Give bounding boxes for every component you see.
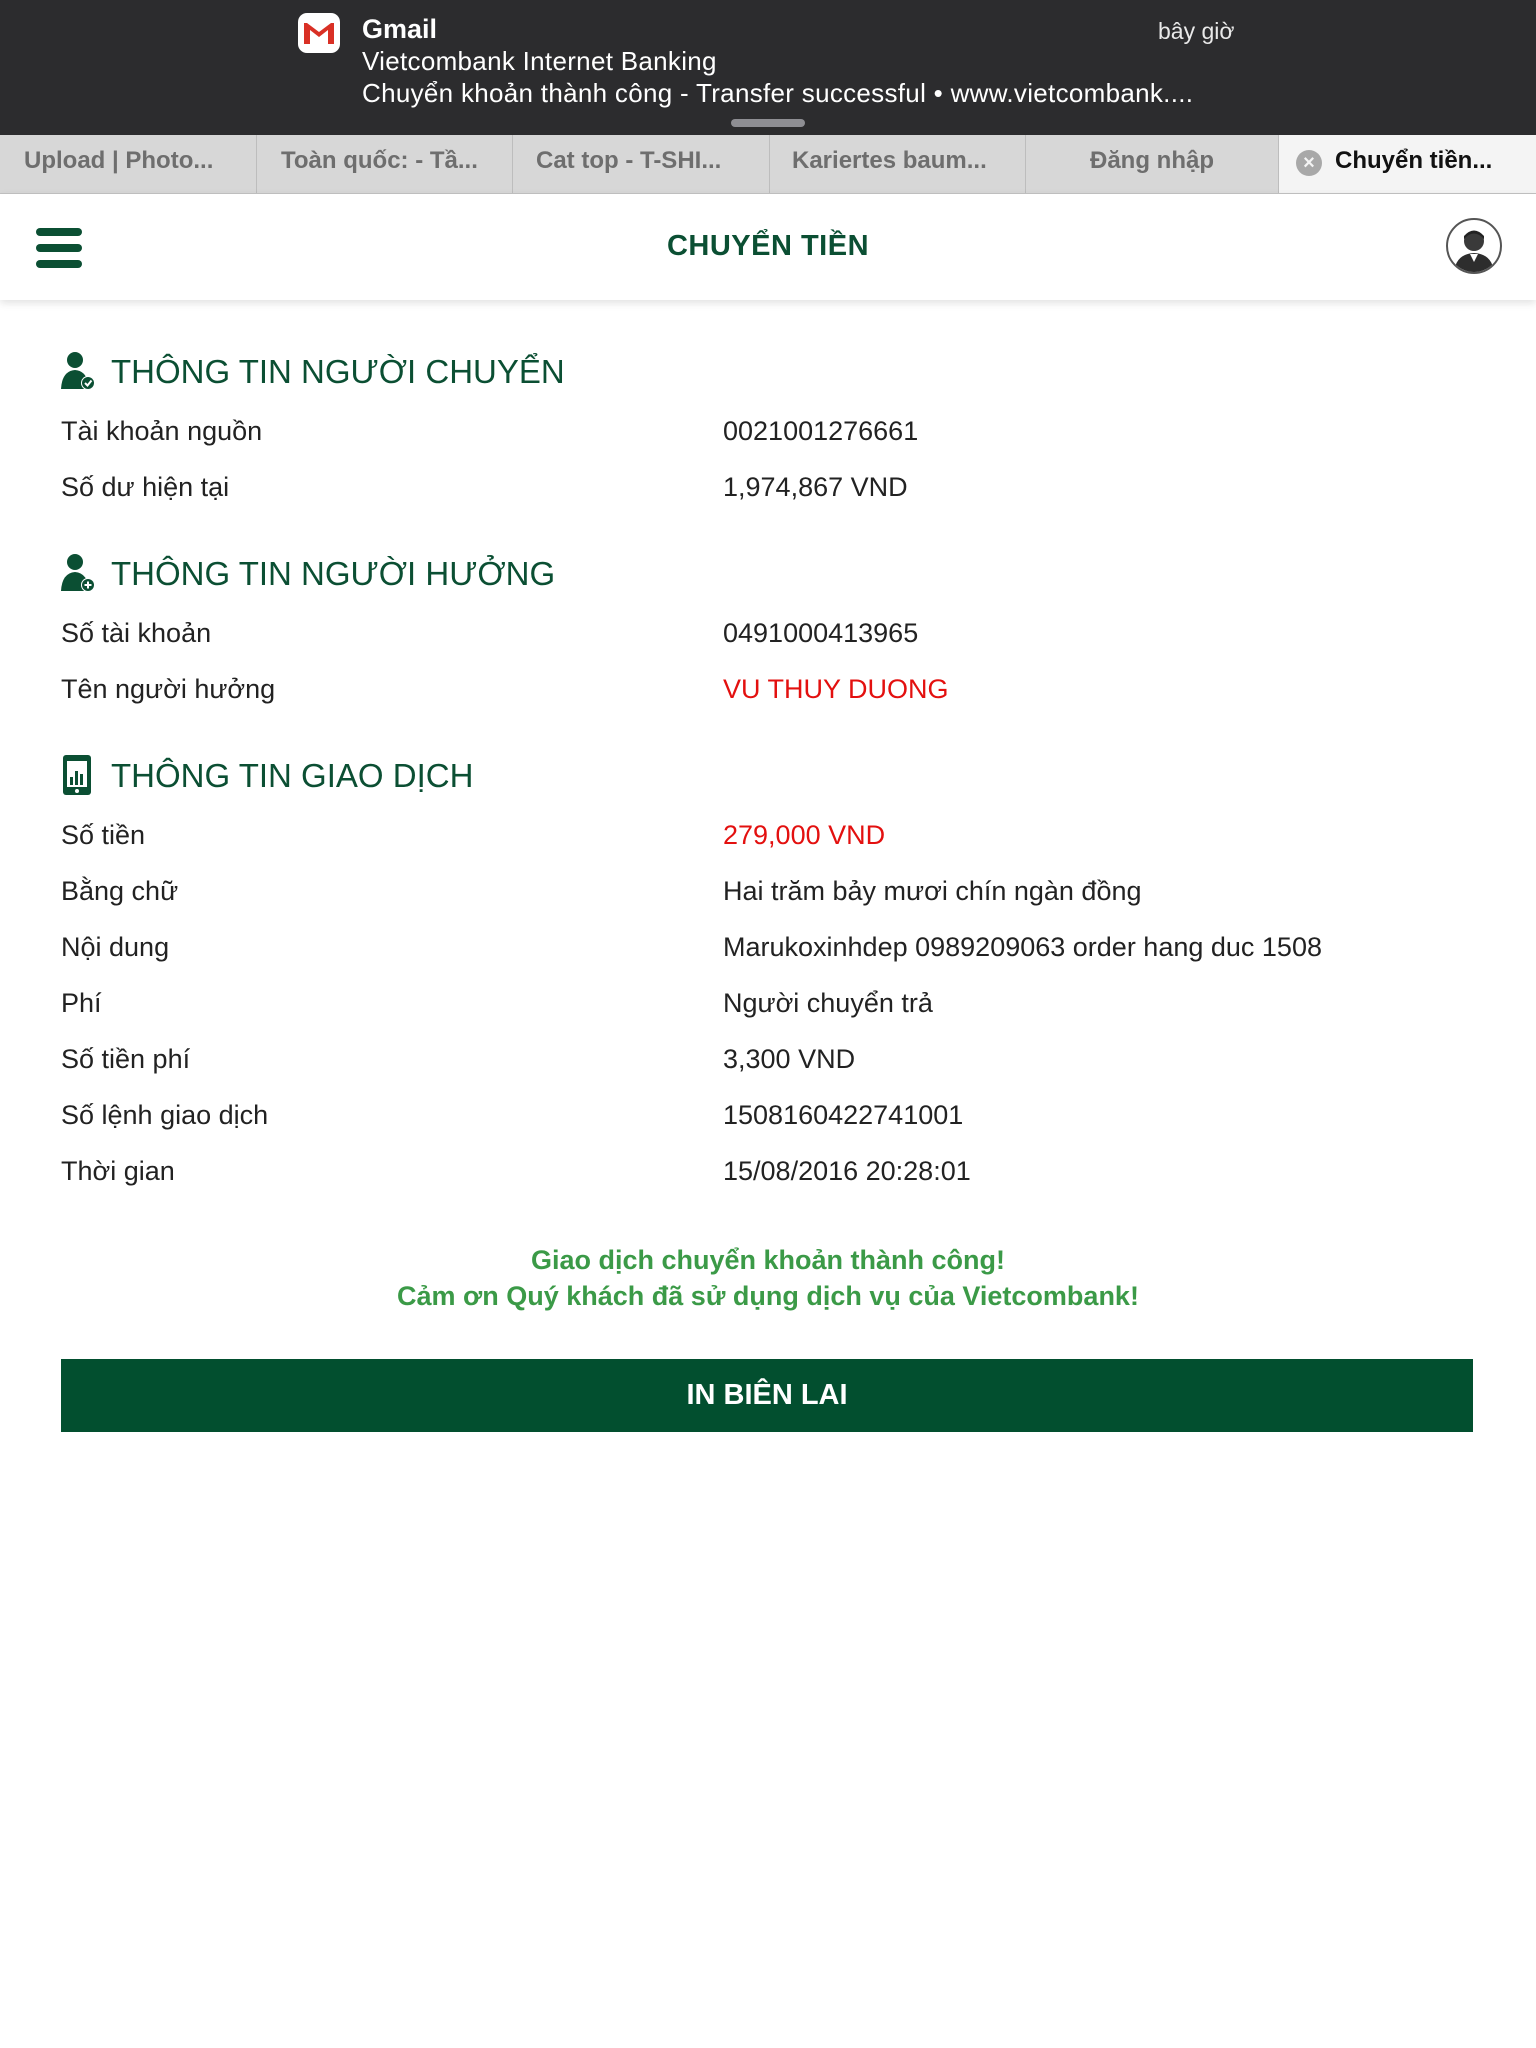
user-avatar-icon[interactable] bbox=[1446, 218, 1502, 274]
notification-time: bây giờ bbox=[1158, 18, 1235, 44]
row-value: 0021001276661 bbox=[723, 416, 919, 446]
info-row bbox=[61, 988, 1481, 1024]
gmail-icon bbox=[298, 13, 340, 53]
row-label: Số tiền bbox=[61, 820, 146, 850]
info-row bbox=[61, 618, 1481, 654]
user-check-icon bbox=[60, 351, 96, 391]
row-value: 15/08/2016 20:28:01 bbox=[723, 1156, 971, 1186]
success-message: Giao dịch chuyển khoản thành công! bbox=[530, 1245, 1006, 1275]
notification-message: Chuyển khoản thành công - Transfer successful • www.vietcombank.... bbox=[362, 78, 1194, 108]
info-row bbox=[61, 1100, 1481, 1136]
close-icon[interactable]: × bbox=[1296, 150, 1322, 176]
browser-tab[interactable] bbox=[513, 135, 770, 193]
info-row bbox=[61, 876, 1481, 912]
tab-label: Upload | Photo... bbox=[24, 147, 214, 174]
thank-you-message: Cảm ơn Quý khách đã sử dụng dịch vụ của Vietcombank! bbox=[397, 1281, 1139, 1311]
browser-tab-bar bbox=[0, 135, 1536, 194]
info-row bbox=[61, 932, 1481, 968]
row-label: Bằng chữ bbox=[61, 876, 179, 906]
row-value: 0491000413965 bbox=[723, 618, 919, 648]
notification-banner[interactable] bbox=[0, 0, 1536, 135]
row-label: Số tài khoản bbox=[61, 618, 212, 648]
tab-label: Cat top - T-SHI... bbox=[536, 147, 722, 174]
tab-label: Kariertes baum... bbox=[792, 147, 987, 174]
row-label: Nội dung bbox=[61, 932, 170, 962]
info-row bbox=[61, 416, 1481, 452]
browser-tab-active[interactable] bbox=[1279, 135, 1536, 193]
browser-tab[interactable] bbox=[1026, 135, 1279, 193]
row-label: Thời gian bbox=[61, 1156, 175, 1186]
row-value: Hai trăm bảy mươi chín ngàn đồng bbox=[723, 876, 1142, 906]
row-label: Tài khoản nguồn bbox=[61, 416, 263, 446]
row-value: 3,300 VND bbox=[723, 1044, 856, 1074]
row-value: Marukoxinhdep 0989209063 order hang duc 1508 bbox=[723, 932, 1322, 962]
info-row bbox=[61, 472, 1481, 508]
browser-tab[interactable] bbox=[770, 135, 1026, 193]
row-label: Tên người hưởng bbox=[61, 674, 276, 704]
browser-tab[interactable] bbox=[0, 135, 257, 193]
user-add-icon bbox=[60, 553, 96, 593]
notification-drag-handle[interactable] bbox=[731, 119, 805, 127]
row-label: Số dư hiện tại bbox=[61, 472, 230, 502]
row-value: 1,974,867 VND bbox=[723, 472, 908, 502]
info-row bbox=[61, 1044, 1481, 1080]
browser-tab[interactable] bbox=[257, 135, 513, 193]
info-row bbox=[61, 1156, 1481, 1192]
row-value: 1508160422741001 bbox=[723, 1100, 964, 1130]
page-title: CHUYỂN TIỀN bbox=[666, 230, 870, 262]
row-label: Phí bbox=[61, 988, 102, 1018]
tab-label: Toàn quốc: - Tầ... bbox=[281, 147, 478, 174]
page-header bbox=[0, 194, 1536, 300]
info-row bbox=[61, 674, 1481, 710]
info-row bbox=[61, 820, 1481, 856]
row-label: Số lệnh giao dịch bbox=[61, 1100, 269, 1130]
row-value: VU THUY DUONG bbox=[723, 674, 949, 704]
row-value: 279,000 VND bbox=[723, 820, 886, 850]
row-value: Người chuyển trả bbox=[723, 988, 933, 1018]
tab-label: Đăng nhập bbox=[1090, 147, 1214, 174]
print-receipt-button[interactable]: IN BIÊN LAI bbox=[61, 1359, 1473, 1432]
tab-label: Chuyển tiền... bbox=[1335, 147, 1493, 174]
notification-app-name: Gmail bbox=[362, 14, 438, 44]
notification-sender: Vietcombank Internet Banking bbox=[362, 46, 717, 76]
row-label: Số tiền phí bbox=[61, 1044, 191, 1074]
phone-chart-icon bbox=[60, 755, 96, 795]
